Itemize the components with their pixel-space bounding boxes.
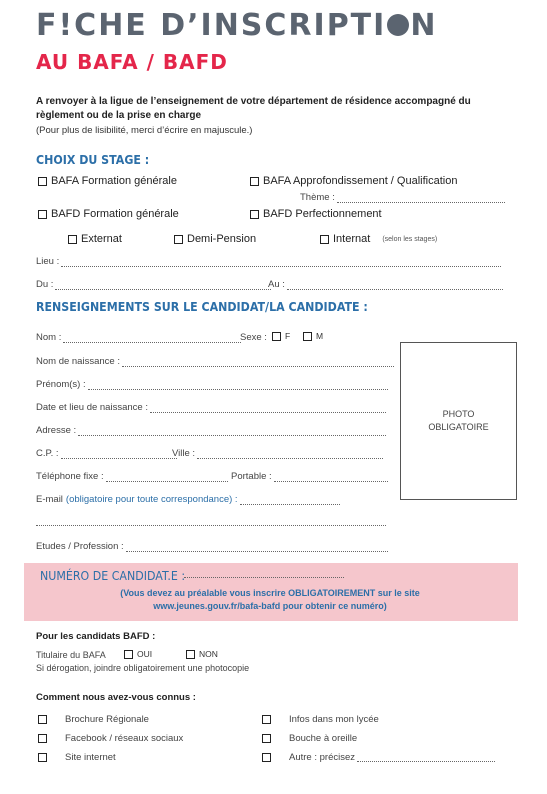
stage-heading: CHOIX DU STAGE : [36,153,150,167]
checkbox-site[interactable]: Site internet [38,752,116,763]
candidat-number-note: (Vous devez au préalable vous inscrire OBLIGATOIREMENT sur le site www.jeunes.gouv.fr/bafa-bafd pour obtenir ce numéro) [120,588,420,611]
checkbox-bouche[interactable]: Bouche à oreille [262,733,357,744]
checkbox-box[interactable] [250,177,259,186]
checkbox-box[interactable] [38,715,47,724]
checkbox-box[interactable] [38,177,47,186]
portable-line[interactable] [274,473,388,482]
checkbox-autre[interactable]: Autre : précisez [262,752,495,763]
checkbox-bafd-perfectionnement[interactable]: BAFD Perfectionnement [250,208,382,220]
checkbox-box[interactable] [250,210,259,219]
nom-naissance-line[interactable] [122,358,394,367]
checkbox-box[interactable] [38,753,47,762]
sexe-label: Sexe : [240,332,267,343]
cp-line[interactable] [61,450,177,459]
email-line-2[interactable] [36,517,386,526]
checkbox-externat[interactable]: Externat [68,233,122,245]
email-field[interactable]: E-mail (obligatoire pour toute correspondance) : [36,494,340,505]
checkbox-sexe-m[interactable]: M [303,331,323,341]
checkbox-box[interactable] [303,332,312,341]
photo-box[interactable]: PHOTO OBLIGATOIRE [400,342,517,500]
adresse-line[interactable] [78,427,386,436]
lieu-field[interactable]: Lieu : [36,256,501,267]
cp-field[interactable]: C.P. : [36,448,177,459]
form-subtitle: AU BAFA / BAFD [36,50,228,74]
nom-line[interactable] [63,334,241,343]
checkbox-box[interactable] [174,235,183,244]
checkbox-non[interactable]: NON [186,649,218,659]
checkbox-box[interactable] [262,753,271,762]
internat-note: (selon les stages) [382,235,438,243]
candidat-number-line[interactable] [184,577,344,578]
checkbox-brochure[interactable]: Brochure Régionale [38,714,149,725]
etudes-line[interactable] [126,543,388,552]
nom-field[interactable]: Nom : [36,332,241,343]
checkbox-bafd-formation[interactable]: BAFD Formation générale [38,208,179,220]
checkbox-box[interactable] [320,235,329,244]
nom-naissance-field[interactable]: Nom de naissance : [36,356,394,367]
au-field[interactable]: Au : [268,279,503,290]
checkbox-box[interactable] [262,734,271,743]
titulaire-label: Titulaire du BAFA [36,650,106,660]
telephone-field[interactable]: Téléphone fixe : [36,471,228,482]
checkbox-facebook[interactable]: Facebook / réseaux sociaux [38,733,183,744]
checkbox-bafa-approfondissement[interactable]: BAFA Approfondissement / Qualification [250,175,457,187]
intro-note: (Pour plus de lisibilité, merci d’écrire en majuscule.) [36,125,253,136]
checkbox-box[interactable] [262,715,271,724]
checkbox-box[interactable] [68,235,77,244]
adresse-field[interactable]: Adresse : [36,425,386,436]
checkbox-box[interactable] [38,210,47,219]
prenoms-field[interactable]: Prénom(s) : [36,379,388,390]
checkbox-bafa-formation[interactable]: BAFA Formation générale [38,175,177,187]
checkbox-box[interactable] [272,332,281,341]
connu-heading: Comment nous avez-vous connus : [36,692,196,703]
portable-field[interactable]: Portable : [231,471,388,482]
checkbox-oui[interactable]: OUI [124,649,152,659]
prenoms-line[interactable] [88,381,388,390]
form-title: F!CHE D’INSCRIPTI N [36,8,438,43]
date-lieu-line[interactable] [150,404,386,413]
bafd-heading: Pour les candidats BAFD : [36,631,156,642]
title-dot-icon [387,14,409,36]
intro-text: A renvoyer à la ligue de l’enseignement de votre département de résidence accompagné du règlement ou de la prise en charge [36,96,471,121]
telephone-line[interactable] [106,473,228,482]
checkbox-demi-pension[interactable]: Demi-Pension [174,233,256,245]
date-lieu-field[interactable]: Date et lieu de naissance : [36,402,386,413]
candidat-heading: RENSEIGNEMENTS SUR LE CANDIDAT/LA CANDIDATE : [36,300,368,314]
email-note: (obligatoire pour toute correspondance) : [65,494,238,505]
derogation-note: Si dérogation, joindre obligatoirement une photocopie [36,663,250,673]
theme-field[interactable]: Thème : [300,192,505,203]
checkbox-sexe-f[interactable]: F [272,331,290,341]
email-line[interactable] [240,496,340,505]
theme-line[interactable] [337,194,505,203]
checkbox-box[interactable] [186,650,195,659]
candidat-number-label: NUMÉRO DE CANDIDAT.E : [40,569,186,583]
checkbox-box[interactable] [38,734,47,743]
au-line[interactable] [287,281,503,290]
checkbox-lycee[interactable]: Infos dans mon lycée [262,714,379,725]
du-field[interactable]: Du : [36,279,271,290]
du-line[interactable] [55,281,271,290]
ville-field[interactable]: Ville : [172,448,383,459]
etudes-field[interactable]: Etudes / Profession : [36,541,388,552]
ville-line[interactable] [197,450,383,459]
autre-line[interactable] [357,753,495,762]
lieu-line[interactable] [61,258,501,267]
email-field-continued[interactable] [36,517,386,526]
checkbox-box[interactable] [124,650,133,659]
checkbox-internat[interactable]: Internat (selon les stages) [320,233,437,245]
